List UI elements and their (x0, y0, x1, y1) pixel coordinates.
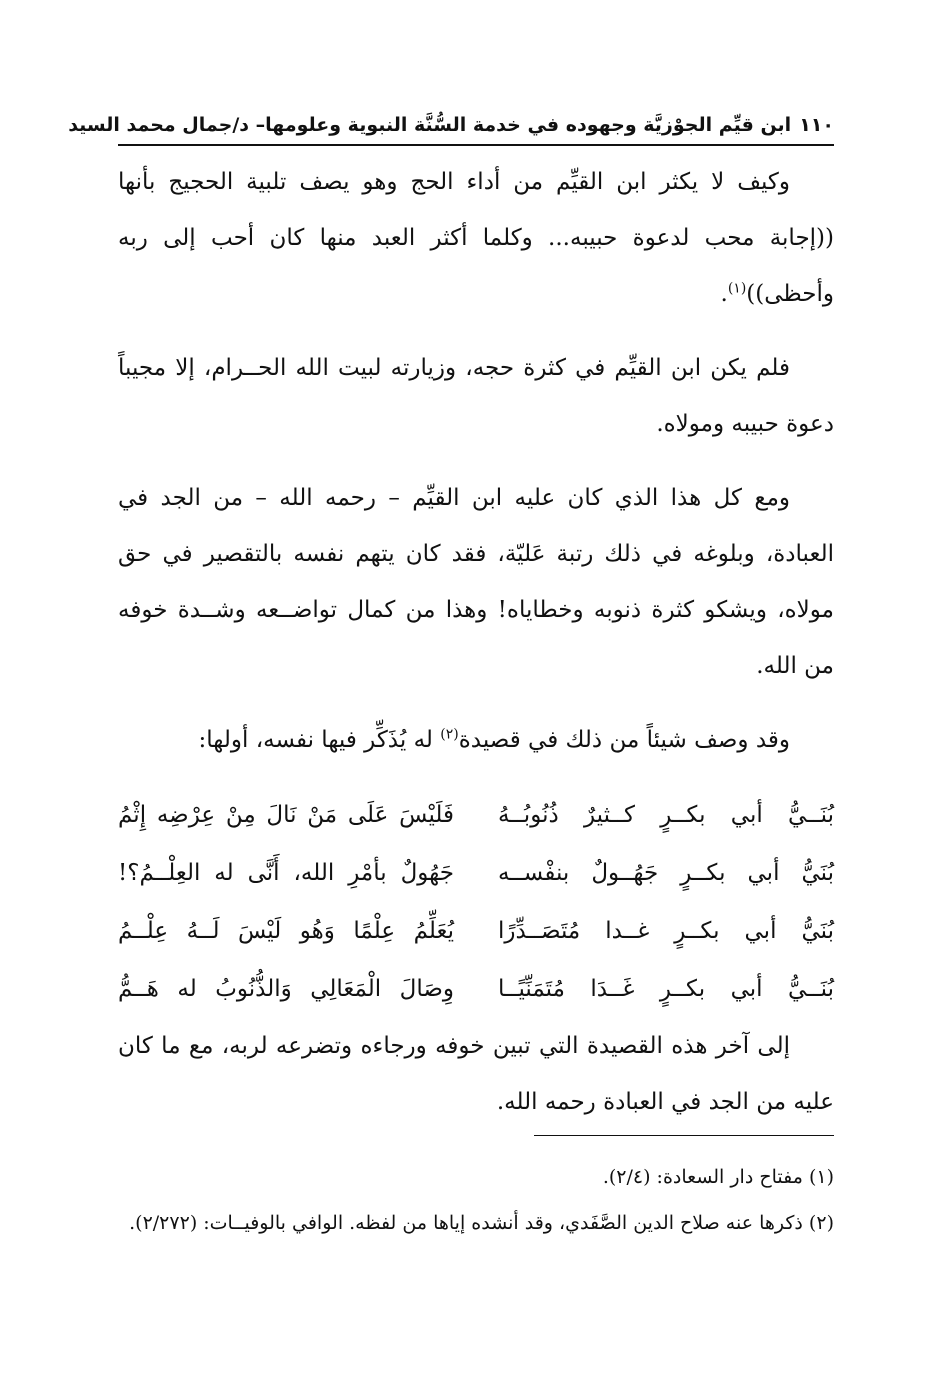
paragraph-3: ومع كل هذا الذي كان عليه ابن القيِّم – رحمه الله – من الجد في العبادة، وبلوغه في ذلك رتبة عَليّة، فقد كان يتهم نفسه بالتقصير في حق مولاه، ويشكو كثرة ذنوبه وخطاياه! وهذا من كمال تواضــعه وشــدة خوفه من الله. (118, 485, 834, 679)
verse-first-hemistich: بُنَــيُّ أبي بكــرٍ غَــدَا مُتَمَنِّيًــا (498, 976, 834, 1002)
verse-first-hemistich: بُنَيُّ أبي بكــرٍ غــدا مُتَصَــدِّرًا (498, 918, 834, 944)
page-content (68, 108, 834, 1130)
paragraph-1-end: . (720, 281, 728, 307)
paragraph-2: فلم يكن ابن القيِّم في كثرة حجه، وزيارته لبيت الله الحــرام، إلا مجيباً دعوة حبيبه ومولاه. (118, 355, 834, 437)
verse-second-hemistich: فَلَيْسَ عَلَى مَنْ نَالَ مِنْ عِرْضِه إِثْمُ (118, 802, 454, 828)
paragraph-1 (118, 154, 834, 322)
footnote-2: (٢) ذكرها عنه صلاح الدين الصَّفَدي، وقد أنشده إياها من لفظه. الوافي بالوفيــات: (٢/٢٧٢). (129, 1212, 834, 1234)
running-header (68, 108, 834, 146)
verse-second-hemistich: جَهُولٌ بأمْرِ الله، أَنَّى له العِلْــمُ؟! (118, 860, 454, 886)
paragraph-4-text: وقد وصف شيئاً من ذلك في قصيدة (458, 727, 790, 753)
body-text (118, 154, 834, 1130)
verse-first-hemistich: بُنَيُّ أبي بكــرٍ جَهُــولٌ بنفْســه (498, 860, 834, 886)
paragraph-4-end: له يُذَكِّر فيها نفسه، أولها: (198, 727, 433, 753)
footnote-divider (534, 1135, 834, 1136)
verse-line (118, 960, 834, 1018)
paragraph-1-text: وكيف لا يكثر ابن القيِّم من أداء الحج وهو يصف تلبية الحجيج بأنها ((إجابة محب لدعوة حبيبه... وكلما أكثر العبد منها كان أحب إلى ربه وأحظى)) (118, 169, 834, 307)
page-number: ١١٠ (799, 114, 834, 136)
footnote-list (118, 1154, 834, 1246)
footnote-1: (١) مفتاح دار السعادة: (٢/٤). (602, 1166, 834, 1188)
verse-line (118, 902, 834, 960)
running-title: ابن قيِّم الجوْزيَّة وجهوده في خدمة السُّنَّة النبوية وعلومها– د/جمال محمد السيد (68, 114, 792, 136)
paragraph-5: إلى آخر هذه القصيدة التي تبين خوفه ورجاءه وتضرعه لربه، مع ما كان عليه من الجد في العبادة رحمه الله. (118, 1033, 834, 1115)
footnotes (118, 1135, 834, 1246)
verse-line (118, 786, 834, 844)
verse-first-hemistich: بُنَــيُّ أبي بكــرٍ كــثيرٌ ذُنُوبُــهُ (498, 802, 834, 828)
verse-second-hemistich: يُعَلِّمُ عِلْمًا وَهُو لَيْسَ لَــهُ عِلْــمُ (118, 918, 454, 944)
footnote-ref-1: (١) (727, 280, 747, 297)
footnote-ref-2: (٢) (440, 726, 459, 743)
poem-verses (118, 786, 834, 1018)
paragraph-4 (118, 712, 834, 768)
verse-second-hemistich: وِصَالَ الْمَعَالِي وَالذُّنُوبُ له هَــمُّ (118, 976, 454, 1002)
verse-line (118, 844, 834, 902)
